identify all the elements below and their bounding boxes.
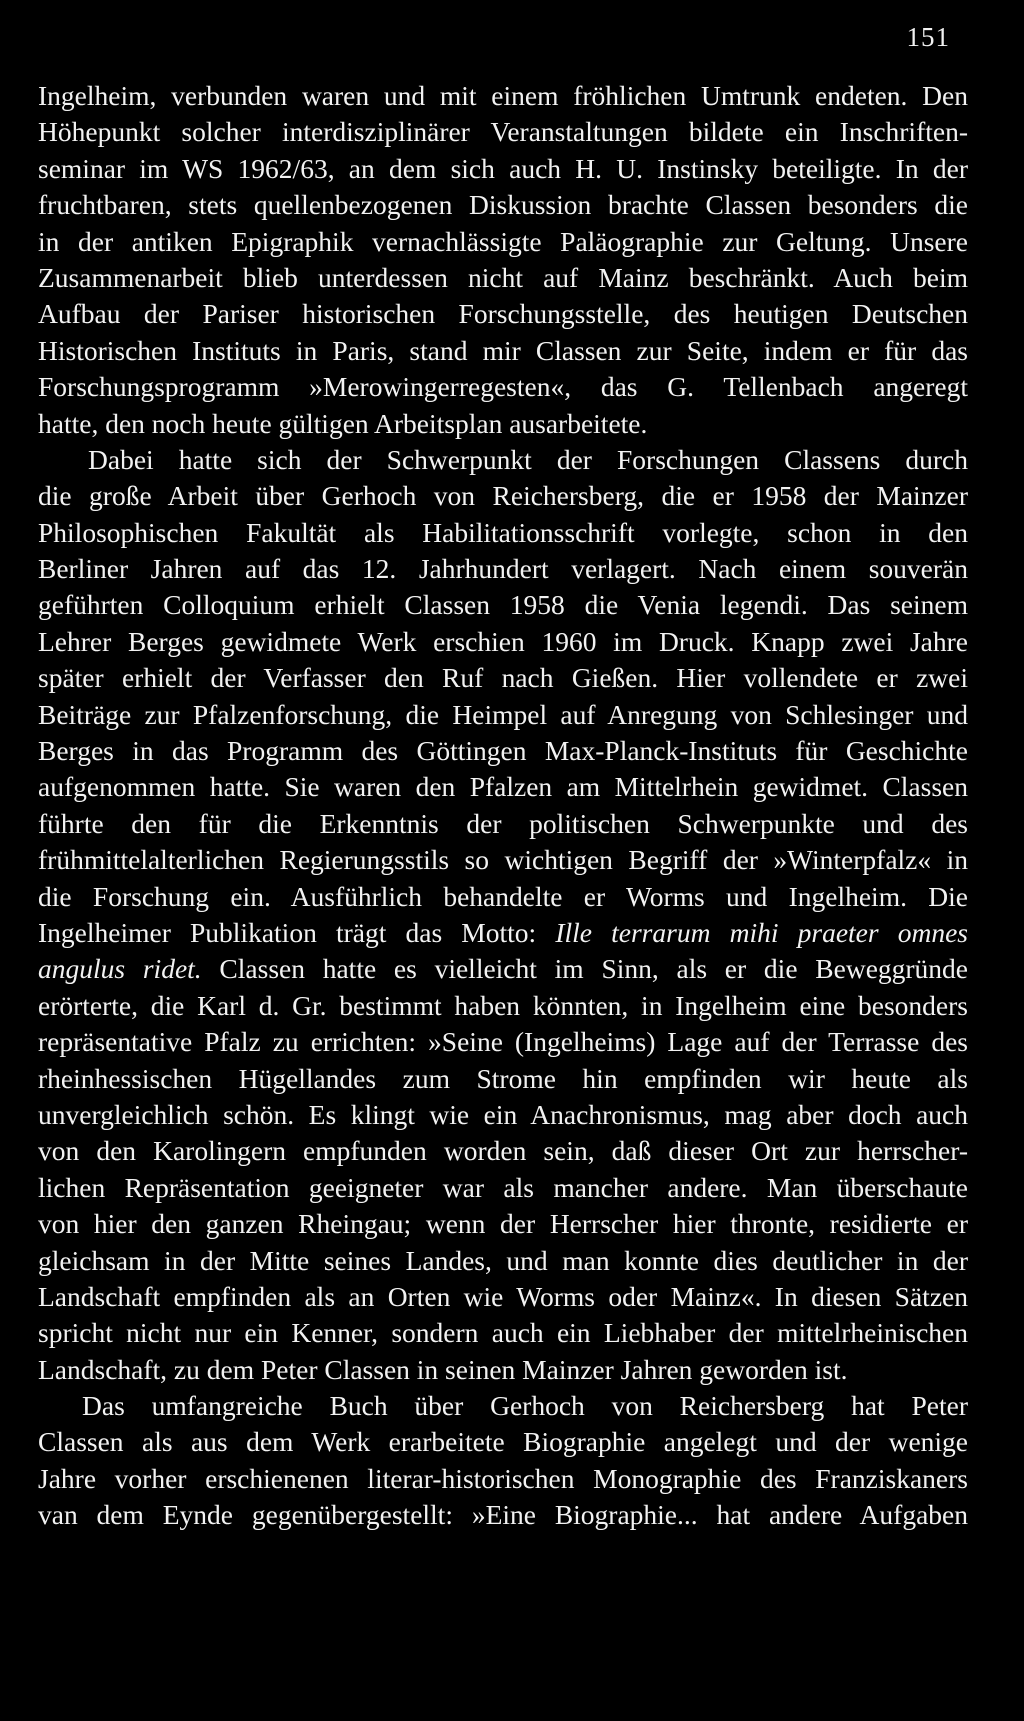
text-line: Landschaft empfinden als an Orten wie Worms oder Mainz«. In diesen Sätzen — [38, 1280, 968, 1312]
text-line-with-motto — [38, 915, 968, 951]
line-text: Ingelheimer Publikation trägt das Motto: — [38, 916, 556, 948]
motto-italic: angulus ridet. — [38, 953, 202, 985]
text-line: Forschungsprogramm »Merowingerregesten«, das G. Tellenbach angeregt — [38, 371, 968, 403]
text-line: Landschaft, zu dem Peter Classen in seinen Mainzer Jahren geworden ist. — [38, 1353, 848, 1385]
text-line: Berges in das Programm des Göttingen Max-Planck-Instituts für Geschichte — [38, 735, 968, 767]
text-line: erörterte, die Karl d. Gr. bestimmt haben könnten, in Ingelheim eine besonders — [38, 989, 968, 1021]
text-line: Philosophischen Fakultät als Habilitationsschrift vorlegte, schon in den — [38, 516, 968, 548]
text-line: hatte, den noch heute gültigen Arbeitsplan ausarbeitete. — [38, 407, 648, 439]
text-line: Höhepunkt solcher interdisziplinärer Veranstaltungen bildete ein Inschriften- — [38, 116, 968, 148]
text-line: fruchtbaren, stets quellenbezogenen Diskussion brachte Classen besonders die — [38, 189, 968, 221]
text-line: Berliner Jahren auf das 12. Jahrhundert verlagert. Nach einem souverän — [38, 553, 968, 585]
text-line: spricht nicht nur ein Kenner, sondern auch ein Liebhaber der mittelrheinischen — [38, 1317, 968, 1349]
text-line: Classen als aus dem Werk erarbeitete Biographie angelegt und der wenige — [38, 1426, 968, 1458]
line-text: Classen hatte es vielleicht im Sinn, als er die Beweggründe — [201, 953, 969, 985]
text-line: führte den für die Erkenntnis der politischen Schwerpunkte und des — [38, 807, 968, 839]
text-line: Historischen Instituts in Paris, stand mir Classen zur Seite, indem er für das — [38, 334, 968, 366]
text-line: unvergleichlich schön. Es klingt wie ein Anachronismus, mag aber doch auch — [38, 1098, 968, 1130]
text-line: aufgenommen hatte. Sie waren den Pfalzen am Mittelrhein gewidmet. Classen — [38, 771, 968, 803]
text-line: Ingelheim, verbunden waren und mit einem fröhlichen Umtrunk endeten. Den — [38, 80, 968, 111]
text-line: geführten Colloquium erhielt Classen 1958 die Venia legendi. Das seinem — [38, 589, 968, 621]
paragraph-start-line: Dabei hatte sich der Schwerpunkt der Forschungen Classens durch — [88, 443, 968, 475]
body-text — [38, 78, 968, 1534]
page-number: 151 — [906, 22, 950, 52]
text-line: lichen Repräsentation geeigneter war als mancher andere. Man überschaute — [38, 1171, 968, 1203]
text-line: Lehrer Berges gewidmete Werk erschien 1960 im Druck. Knapp zwei Jahre — [38, 625, 968, 657]
text-line: seminar im WS 1962/63, an dem sich auch H. U. Instinsky beteiligte. In der — [38, 152, 968, 184]
text-line: von hier den ganzen Rheingau; wenn der Herrscher hier thronte, residierte er — [38, 1208, 968, 1240]
text-line: frühmittelalterlichen Regierungsstils so wichtigen Begriff der »Winterpfalz« in — [38, 844, 968, 876]
text-line: van dem Eynde gegenübergestellt: »Eine Biographie... hat andere Aufgaben — [38, 1499, 968, 1531]
text-line: rheinhessischen Hügellandes zum Strome hin empfinden wir heute als — [38, 1062, 968, 1094]
text-line: in der antiken Epigraphik vernachlässigte Paläographie zur Geltung. Unsere — [38, 225, 968, 257]
text-line: Zusammenarbeit blieb unterdessen nicht auf Mainz beschränkt. Auch beim — [38, 261, 968, 293]
paragraph-start-line: Das umfangreiche Buch über Gerhoch von Reichersberg hat Peter — [82, 1390, 968, 1422]
text-line: Aufbau der Pariser historischen Forschungsstelle, des heutigen Deutschen — [38, 298, 968, 330]
text-line: die große Arbeit über Gerhoch von Reichersberg, die er 1958 der Mainzer — [38, 480, 968, 512]
text-line-with-motto — [38, 951, 968, 987]
motto-italic: Ille terrarum mihi praeter omnes — [555, 916, 969, 948]
text-line: gleichsam in der Mitte seines Landes, und man konnte dies deutlicher in der — [38, 1244, 968, 1276]
text-line: von den Karolingern empfunden worden sein, daß dieser Ort zur herrscher- — [38, 1135, 968, 1167]
text-line: repräsentative Pfalz zu errichten: »Seine (Ingelheims) Lage auf der Terrasse des — [38, 1026, 968, 1058]
text-line: später erhielt der Verfasser den Ruf nach Gießen. Hier vollendete er zwei — [38, 662, 968, 694]
text-line: Jahre vorher erschienenen literar-historischen Monographie des Franziskaners — [38, 1462, 968, 1494]
text-line: die Forschung ein. Ausführlich behandelte er Worms und Ingelheim. Die — [38, 880, 968, 912]
text-line: Beiträge zur Pfalzenforschung, die Heimpel auf Anregung von Schlesinger und — [38, 698, 968, 730]
